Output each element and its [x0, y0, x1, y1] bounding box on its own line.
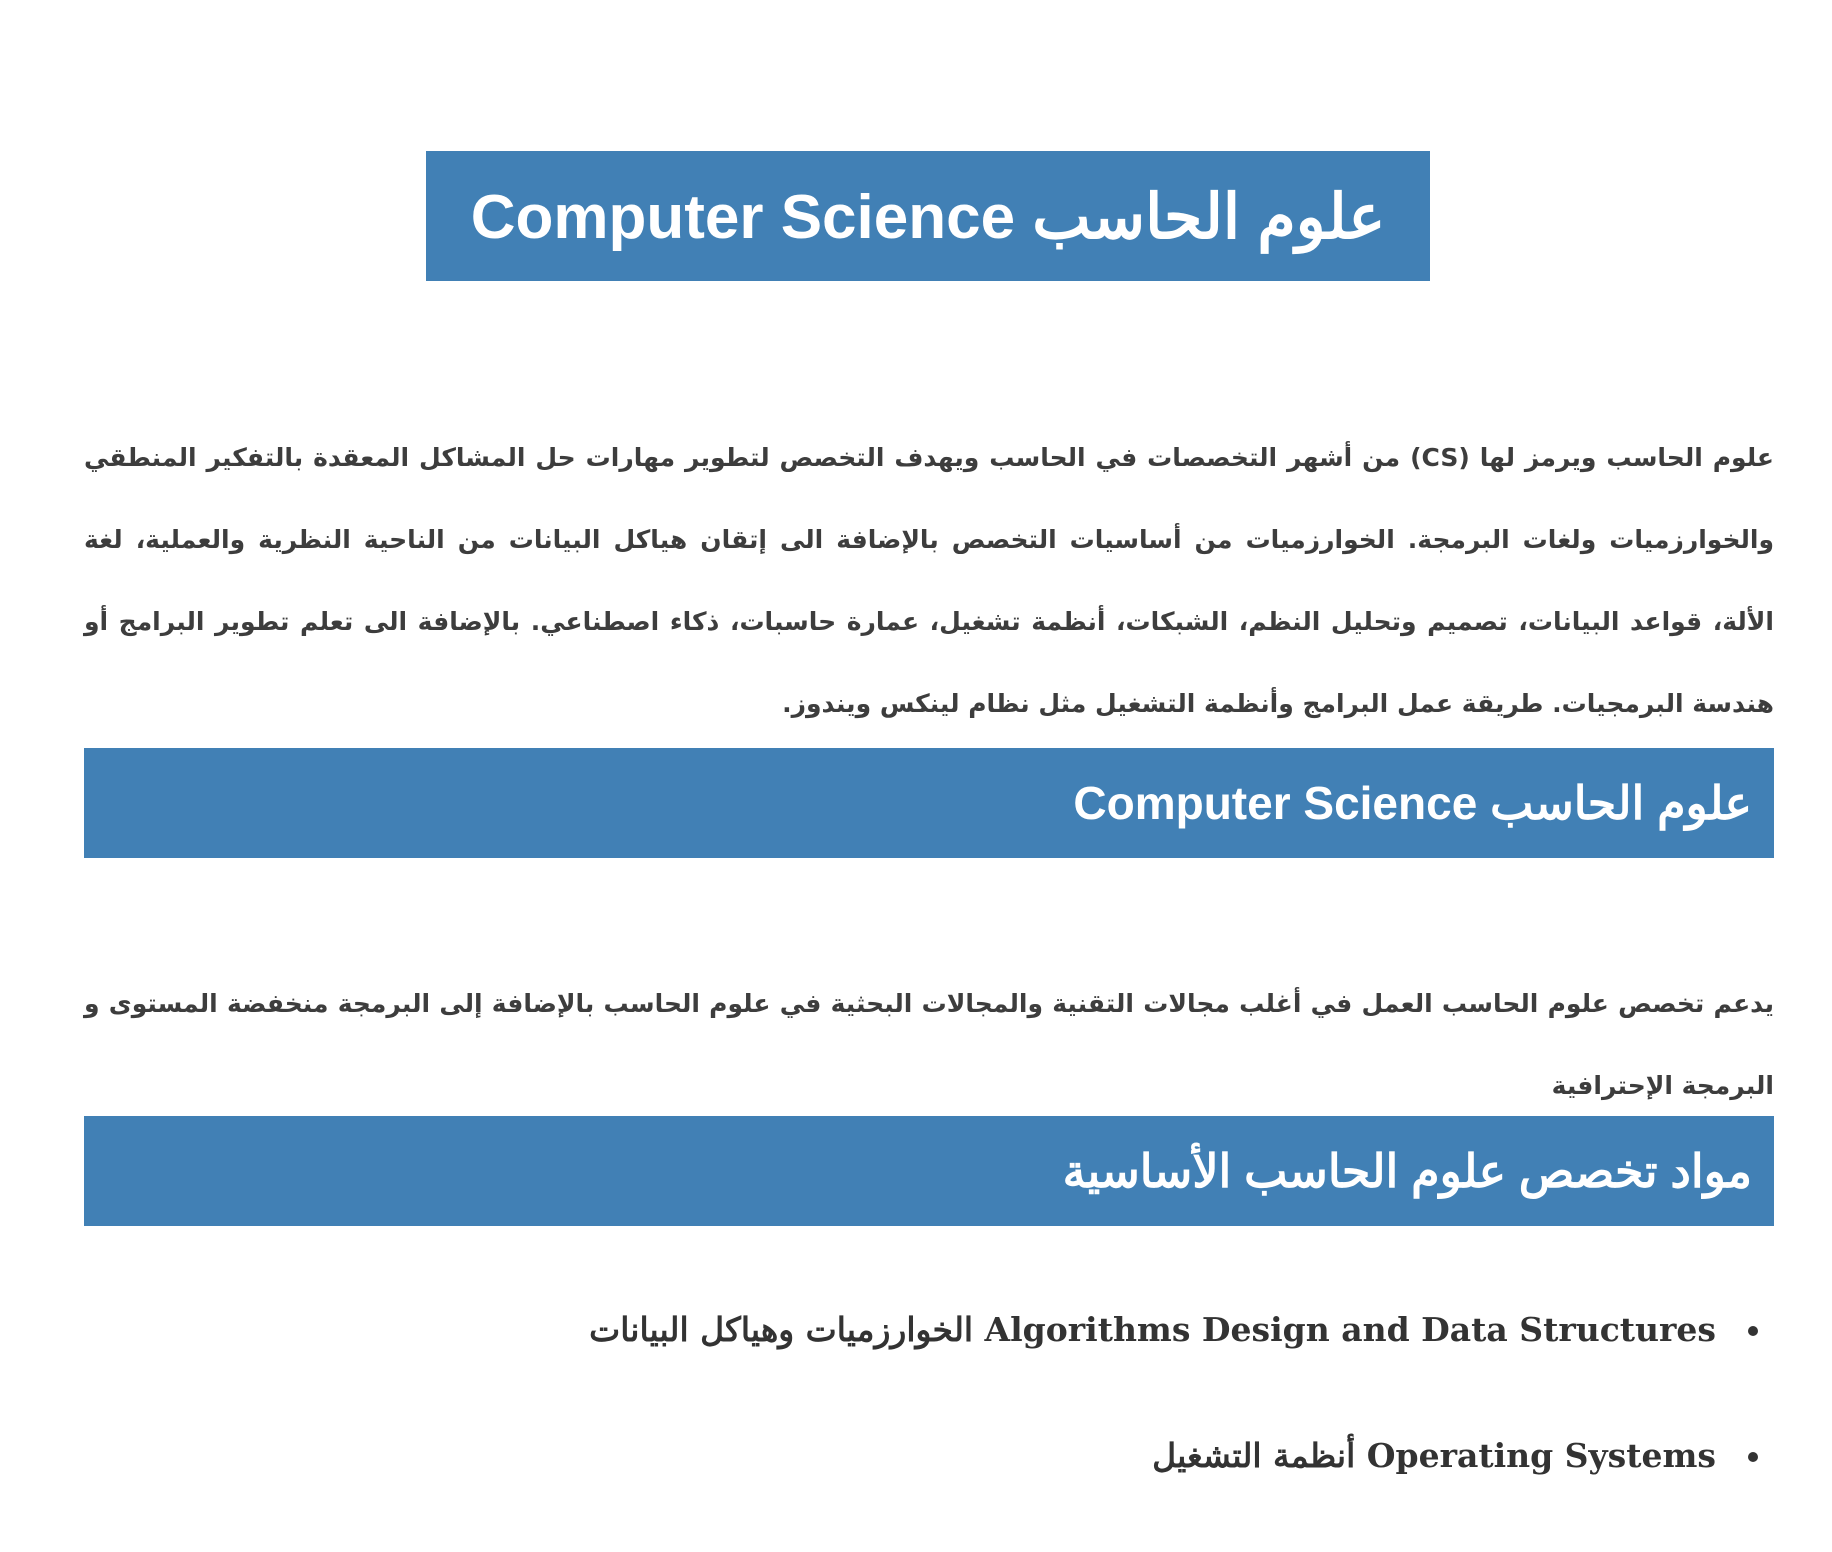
list-item-text: Operating Systems أنظمة التشغيل: [1152, 1436, 1716, 1475]
list-item-text: Algorithms Design and Data Structures الخوارزميات وهياكل البيانات: [589, 1310, 1716, 1349]
bullet-icon: [1748, 1326, 1758, 1336]
intro-paragraph: علوم الحاسب ويرمز لها (CS) من أشهر التخصصات في الحاسب ويهدف التخصص لتطوير مهارات حل المشاكل المعقدة بالتفكير المنطقي والخوارزميات ولغات البرمجة. الخوارزميات من أساسيات التخصص بالإضافة الى إتقان هياكل البيانات من الناحية النظرية والعملية، لغة الألة، قواعد البيانات، تصميم وتحليل النظم، الشبكات، أنظمة تشغيل، عمارة حاسبات، ذكاء اصطناعي. بالإضافة الى تعلم تطوير البرامج أو هندسة البرمجيات. طريقة عمل البرامج وأنظمة التشغيل مثل نظام لينكس ويندوز.: [84, 443, 1774, 718]
section-paragraph: يدعم تخصص علوم الحاسب العمل في أغلب مجالات التقنية والمجالات البحثية في علوم الحاسب بالإضافة إلى البرمجة منخفضة المستوى و البرمجة الإحترافية: [84, 989, 1774, 1100]
core-subjects-list: [589, 1300, 1774, 1552]
section-heading-core-subjects: [84, 1116, 1774, 1226]
bullet-icon: [1748, 1452, 1758, 1462]
section-heading-computer-science: [84, 748, 1774, 858]
page-title: [426, 151, 1430, 281]
section-heading-text: علوم الحاسب Computer Science: [1073, 777, 1752, 829]
section-heading-text: مواد تخصص علوم الحاسب الأساسية: [1062, 1145, 1752, 1197]
list-item: [589, 1300, 1716, 1426]
page-title-text: علوم الحاسب Computer Science: [470, 182, 1386, 252]
list-item: [589, 1426, 1716, 1552]
